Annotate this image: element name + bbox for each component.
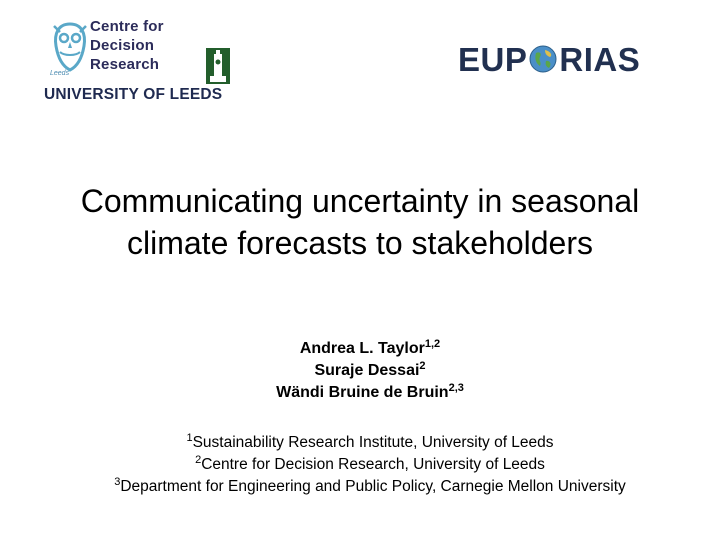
euporias-text-start: EUP — [458, 41, 528, 78]
affiliation — [10, 476, 720, 498]
author — [180, 382, 560, 404]
title-line-1: Communicating uncertainty in seasonal — [80, 183, 640, 219]
presentation-title — [20, 180, 700, 264]
cdr-line-2: Decision — [90, 37, 155, 54]
affiliation — [10, 454, 720, 476]
globe-icon — [528, 44, 558, 74]
author-name: Andrea L. Taylor — [299, 340, 425, 357]
author-affiliation-marker: 2,3 — [448, 382, 464, 394]
affiliation-marker: 1 — [186, 432, 193, 444]
euporias-text-end: RIAS — [559, 41, 641, 78]
author-affiliation-marker: 1,2 — [424, 338, 441, 350]
title-line-2: climate forecasts to stakeholders — [127, 225, 593, 261]
leeds-sublabel: Leeds — [50, 70, 70, 77]
affiliation-text: Sustainability Research Institute, University of Leeds — [192, 434, 554, 451]
cdr-line-1: Centre for — [90, 18, 164, 35]
affiliation-marker: 2 — [195, 454, 202, 466]
affiliation-list — [10, 432, 720, 498]
affiliation-text: Centre for Decision Research, University of Leeds — [201, 456, 545, 473]
clock-tower-icon — [206, 48, 230, 84]
euporias-logo — [458, 40, 648, 80]
author — [180, 360, 560, 382]
cdr-line-3: Research — [90, 56, 160, 73]
author-list — [180, 338, 560, 404]
affiliation — [10, 432, 720, 454]
affiliation-marker: 3 — [114, 476, 121, 488]
author-affiliation-marker: 2 — [419, 360, 426, 372]
owl-icon — [48, 18, 92, 78]
author — [180, 338, 560, 360]
university-name: UNIVERSITY OF LEEDS — [44, 86, 223, 103]
author-name: Suraje Dessai — [314, 362, 420, 379]
affiliation-text: Department for Engineering and Public Policy, Carnegie Mellon University — [120, 478, 626, 495]
university-of-leeds-cdr-logo — [44, 16, 234, 108]
author-name: Wändi Bruine de Bruin — [276, 384, 449, 401]
